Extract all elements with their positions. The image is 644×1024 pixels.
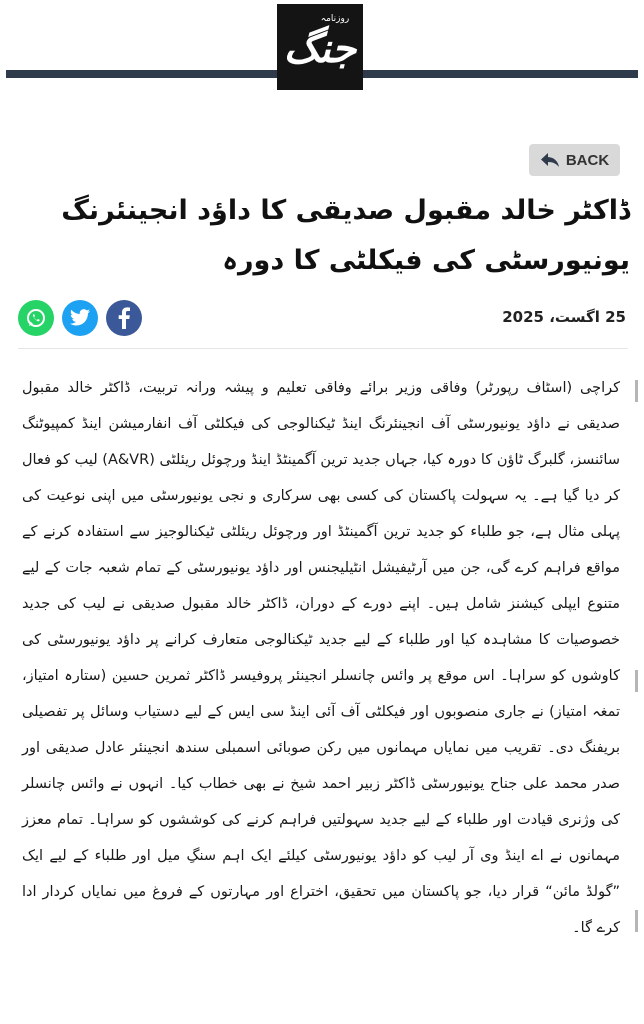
whatsapp-icon [25,307,47,329]
facebook-share-button[interactable] [106,300,142,336]
scroll-tick [635,910,638,932]
article-date: 25 اگست، 2025 [502,308,626,326]
twitter-share-button[interactable] [62,300,98,336]
share-buttons [18,300,142,336]
divider [18,348,628,349]
reply-arrow-icon [540,152,560,168]
site-header [0,0,644,94]
jang-logo[interactable] [277,4,363,90]
scroll-tick [635,670,638,692]
article-body: کراچی (اسٹاف رپورٹر) وفاقی وزیر برائے وفاقی تعلیم و پیشہ ورانہ تربیت، ڈاکٹر خالد مقبول صدیقی نے داؤد یونیورسٹی آف انجینئرنگ اینڈ ٹیکنالوجی کی فیکلٹی آف انفارمیشن اینڈ کمپیوٹنگ سائنسز، گلبرگ ٹاؤن کا دورہ کیا، جہاں جدید ترین آگمینٹڈ اینڈ ورچوئل ریئلٹی (A&VR) لیب کو فعال کر دیا گیا ہے۔ یہ سہولت پاکستان کی کسی بھی سرکاری و نجی یونیورسٹی میں اپنی نوعیت کی پہلی مثال ہے، جو طلباء کو جدید ترین آگمینٹڈ اور ورچوئل ریئلٹی ٹیکنالوجیز سے استفادہ کرنے کے مواقع فراہم کرے گی، جن میں آرٹیفیشل انٹیلیجنس اور داؤد یونیورسٹی کے تمام شعبہ جات کے لیے متنوع ایپلی کیشنز شامل ہیں۔ اپنے دورے کے دوران، ڈاکٹر خالد مقبول صدیقی نے لیب کی جدید خصوصیات کا مشاہدہ کیا اور طلباء کے لیے جدید ٹیکنالوجی متعارف کرانے پر داؤد یونیورسٹی کی کاوشوں کو سراہا۔ اس موقع پر وائس چانسلر انجینئر پروفیسر ڈاکٹر ثمرین حسین (ستارہ امتیاز، تمغہ امتیاز) نے جاری منصوبوں اور فیکلٹی آف آئی اینڈ سی ایس کے لیے دستیاب وسائل پر تفصیلی بریفنگ دی۔ تقریب میں نمایاں مہمانوں میں رکن صوبائی اسمبلی سندھ انجینئر عادل صدیقی اور صدر محمد علی جناح یونیورسٹی ڈاکٹر زبیر احمد شیخ نے بھی خطاب کیا۔ انہوں نے وائس چانسلر کی وژنری قیادت اور طلباء کے لیے جدید سہولتیں فراہم کرنے کی کوششوں کو سراہا۔ تمام معزز مہمانوں نے اے اینڈ وی آر لیب کو داؤد یونیورسٹی کیلئے ایک اہم سنگِ میل اور طلباء کے لیے ایک ”گولڈ مائن“ قرار دیا، جو پاکستان میں تحقیق، اختراع اور مہارتوں کے فروغ میں نمایاں کردار ادا کرے گا۔ [22,380,620,936]
logo-text: جنگ [283,26,357,72]
header-bar-right [363,70,638,78]
scroll-indicator [635,380,638,1000]
facebook-icon [117,307,131,329]
scroll-tick [635,380,638,402]
logo-subtext: روزنامہ [320,14,350,24]
whatsapp-share-button[interactable] [18,300,54,336]
article-title: ڈاکٹر خالد مقبول صدیقی کا داؤد انجینئرنگ یونیورسٹی کی فیکلٹی کا دورہ [61,195,630,276]
header-bar-left [6,70,277,78]
back-button[interactable] [529,144,620,176]
back-label: BACK [565,151,610,169]
twitter-icon [69,308,91,328]
